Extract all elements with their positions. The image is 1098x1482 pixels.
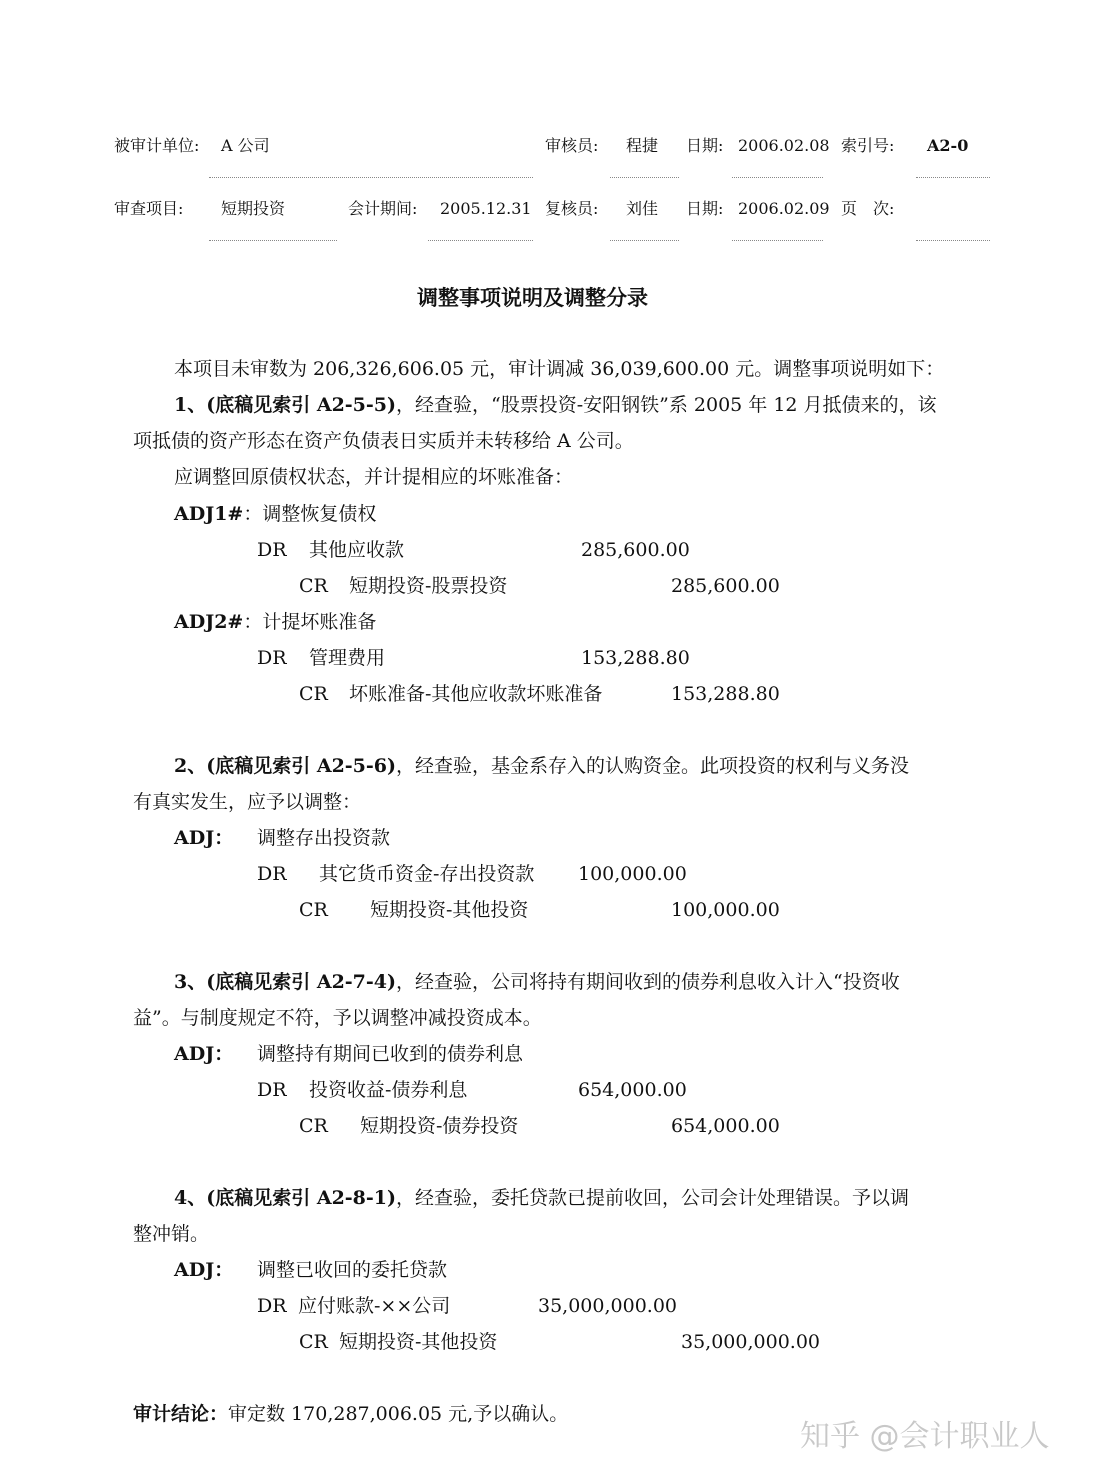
s4-line2: 整冲销。 <box>133 1223 210 1245</box>
s4-adj-label: ADJ： <box>174 1259 234 1281</box>
date1-label: 日期: <box>686 136 724 155</box>
s1-adj1-dr-amount: 285,600.00 <box>581 539 690 561</box>
s4-dr: DR <box>257 1295 287 1317</box>
s4-cr: CR <box>299 1331 328 1353</box>
s1-line2: 项抵债的资产形态在资产负债表日实质并未转移给 A 公司。 <box>133 430 634 452</box>
s3-cr-amount: 654,000.00 <box>671 1115 780 1137</box>
s1-adj1-label: ADJ1# <box>174 503 244 525</box>
s3-dr-account: 投资收益-债券利息 <box>309 1079 468 1101</box>
s1-adj2-label: ADJ2# <box>174 611 244 633</box>
s1-adj1-cr-account: 短期投资-股票投资 <box>349 575 508 597</box>
reviewer-underline <box>610 177 679 178</box>
conclusion <box>133 1405 568 1424</box>
item-value: 短期投资 <box>221 199 286 218</box>
item-label: 审查项目: <box>114 199 184 218</box>
unit-underline <box>209 177 533 178</box>
period-underline <box>428 240 533 241</box>
s2-adj-label: ADJ： <box>174 827 234 849</box>
unit-value: A 公司 <box>221 136 270 155</box>
s3-lead: 3、(底稿见索引 A2-7-4) <box>174 971 396 993</box>
s3-adj-desc: 调整持有期间已收到的债券利息 <box>257 1043 524 1065</box>
s1-adj1-cr-amount: 285,600.00 <box>671 575 780 597</box>
reviewer-label: 审核员: <box>545 136 599 155</box>
s4-line1 <box>174 1189 909 1208</box>
period-value: 2005.12.31 <box>440 199 532 218</box>
s2-dr: DR <box>257 863 287 885</box>
s4-dr-amount: 35,000,000.00 <box>538 1295 678 1317</box>
item-underline <box>209 240 337 241</box>
s3-text1: ，经查验，公司将持有期间收到的债券利息收入计入“投资收 <box>396 971 900 993</box>
rechecker-label: 复核员: <box>545 199 599 218</box>
s3-cr-account: 短期投资-债券投资 <box>360 1115 519 1137</box>
s4-dr-account: 应付账款-××公司 <box>298 1295 451 1317</box>
s1-adj2-cr-amount: 153,288.80 <box>671 683 780 705</box>
s1-adj1 <box>174 505 376 524</box>
rechecker-underline <box>610 240 679 241</box>
s1-adj1-dr-account: 其他应收款 <box>309 539 405 561</box>
s2-cr-account: 短期投资-其他投资 <box>370 899 529 921</box>
s1-adj2 <box>174 613 376 632</box>
date2-underline <box>732 240 823 241</box>
page-underline <box>916 240 990 241</box>
s2-line1 <box>174 757 909 776</box>
s3-line1 <box>174 973 900 992</box>
conclusion-label: 审计结论： <box>133 1403 229 1425</box>
s2-dr-amount: 100,000.00 <box>578 863 687 885</box>
unit-label: 被审计单位: <box>114 136 200 155</box>
s2-dr-account: 其它货币资金-存出投资款 <box>319 863 535 885</box>
s1-adj2-cr: CR <box>299 683 328 705</box>
s2-text1: ，经查验，基金系存入的认购资金。此项投资的权利与义务没 <box>396 755 910 777</box>
s1-lead: 1、(底稿见索引 A2-5-5) <box>174 394 396 416</box>
s1-adj1-dr: DR <box>257 539 287 561</box>
s3-adj-label: ADJ： <box>174 1043 234 1065</box>
s4-lead: 4、(底稿见索引 A2-8-1) <box>174 1187 396 1209</box>
index-underline <box>916 177 990 178</box>
s2-line2: 有真实发生，应予以调整： <box>133 791 362 813</box>
s1-adj2-dr: DR <box>257 647 287 669</box>
date2-value: 2006.02.09 <box>738 199 830 218</box>
s2-cr-amount: 100,000.00 <box>671 899 780 921</box>
date2-label: 日期: <box>686 199 724 218</box>
s1-line3: 应调整回原债权状态，并计提相应的坏账准备： <box>174 466 574 488</box>
s1-adj2-dr-amount: 153,288.80 <box>581 647 690 669</box>
s2-adj-desc: 调整存出投资款 <box>257 827 391 849</box>
s4-text1: ，经查验，委托贷款已提前收回，公司会计处理错误。予以调 <box>396 1187 910 1209</box>
s1-line1 <box>174 396 937 415</box>
s3-dr-amount: 654,000.00 <box>578 1079 687 1101</box>
page-label: 页 次: <box>841 199 895 218</box>
index-value: A2-0 <box>927 136 969 155</box>
page-title: 调整事项说明及调整分录 <box>417 285 648 310</box>
s2-lead: 2、(底稿见索引 A2-5-6) <box>174 755 396 777</box>
s1-adj2-cr-account: 坏账准备-其他应收款坏账准备 <box>349 683 603 705</box>
s1-adj1-desc: ：调整恢复债权 <box>243 503 377 525</box>
s4-adj-desc: 调整已收回的委托贷款 <box>257 1259 448 1281</box>
reviewer-value: 程捷 <box>626 136 659 155</box>
index-label: 索引号: <box>841 136 895 155</box>
s1-adj2-desc: ：计提坏账准备 <box>243 611 377 633</box>
date1-value: 2006.02.08 <box>738 136 830 155</box>
rechecker-value: 刘佳 <box>626 199 659 218</box>
s3-line2: 益”。与制度规定不符，予以调整冲减投资成本。 <box>133 1007 542 1029</box>
watermark: 知乎 @会计职业人 <box>800 1419 1050 1454</box>
intro-text: 本项目未审数为 206,326,606.05 元，审计调减 36,039,600.00 元。调整事项说明如下： <box>174 358 945 380</box>
s2-cr: CR <box>299 899 328 921</box>
period-label: 会计期间: <box>348 199 418 218</box>
s4-cr-amount: 35,000,000.00 <box>681 1331 821 1353</box>
s1-adj2-dr-account: 管理费用 <box>309 647 386 669</box>
s3-dr: DR <box>257 1079 287 1101</box>
s1-text1: ，经查验，“股票投资-安阳钢铁”系 2005 年 12 月抵债来的，该 <box>396 394 937 416</box>
s4-cr-account: 短期投资-其他投资 <box>339 1331 498 1353</box>
conclusion-text: 审定数 170,287,006.05 元,予以确认。 <box>228 1403 569 1425</box>
s1-adj1-cr: CR <box>299 575 328 597</box>
date1-underline <box>732 177 823 178</box>
s3-cr: CR <box>299 1115 328 1137</box>
